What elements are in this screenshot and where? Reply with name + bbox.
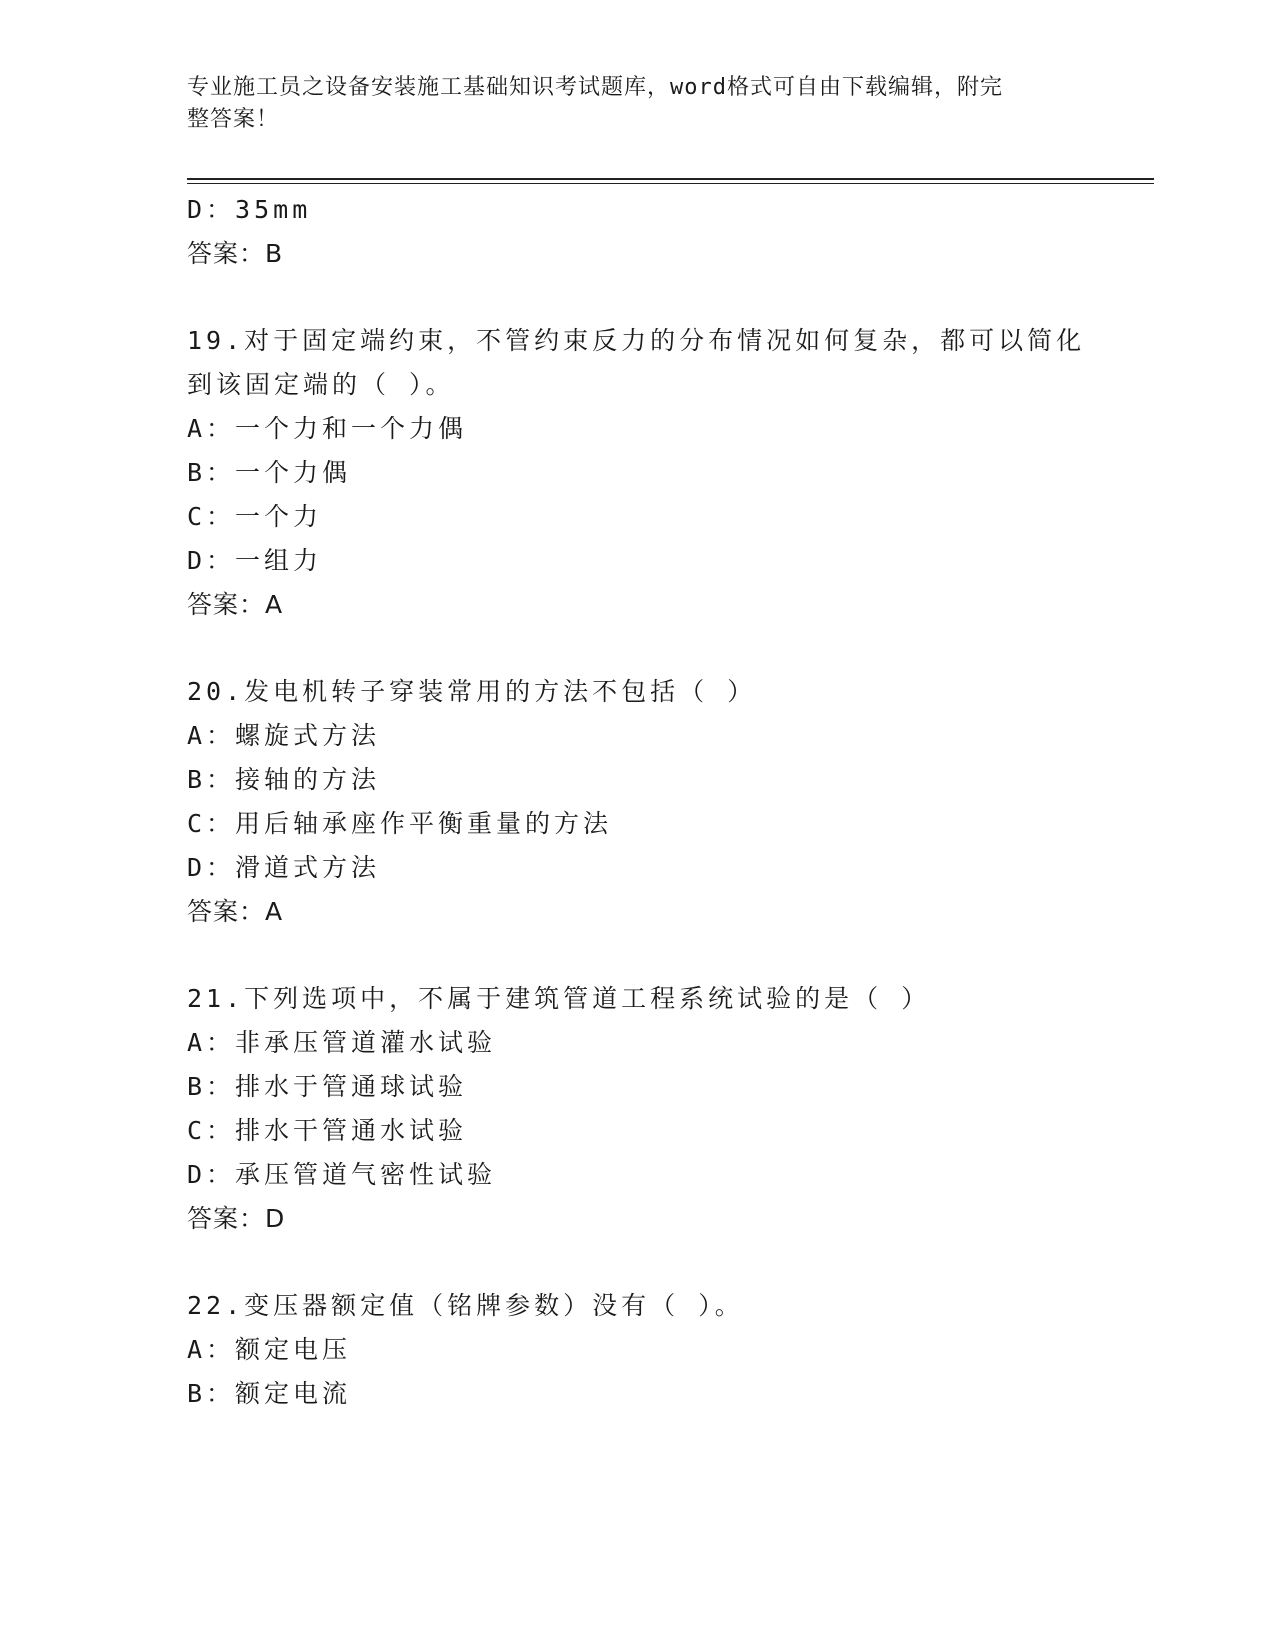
- q21-option-b: B：排水于管通球试验: [187, 1072, 468, 1101]
- q20-option-c: C：用后轴承座作平衡重量的方法: [187, 809, 613, 838]
- q20-option-a: A：螺旋式方法: [187, 721, 381, 750]
- q19-option-a: A：一个力和一个力偶: [187, 414, 468, 443]
- q19-stem-line-2: 到该固定端的（ ）。: [187, 370, 455, 399]
- header-line-2: 整答案！: [187, 107, 280, 132]
- q20-stem-line-1: 20.发电机转子穿装常用的方法不包括（ ）: [187, 677, 757, 706]
- q21-option-a: A：非承压管道灌水试验: [187, 1028, 497, 1057]
- q21-answer: 答案：D: [187, 1204, 286, 1233]
- header-rule-thin: [187, 183, 1154, 184]
- q22-stem-line-1: 22.变压器额定值（铭牌参数）没有（ ）。: [187, 1291, 744, 1320]
- q20-option-d: D：滑道式方法: [187, 853, 381, 882]
- q19-option-d: D：一组力: [187, 546, 323, 575]
- header-rule-thick: [187, 178, 1154, 180]
- q19-answer: 答案：A: [187, 590, 284, 619]
- header-line-1: 专业施工员之设备安装施工基础知识考试题库，word格式可自由下载编辑，附完: [187, 75, 1003, 100]
- q21-stem-line-1: 21.下列选项中，不属于建筑管道工程系统试验的是（ ）: [187, 984, 931, 1013]
- q20-answer: 答案：A: [187, 897, 284, 926]
- q20-option-b: B：接轴的方法: [187, 765, 381, 794]
- q21-option-c: C：排水干管通水试验: [187, 1116, 468, 1145]
- q19-option-c: C：一个力: [187, 502, 323, 531]
- q19-stem-line-1: 19.对于固定端约束，不管约束反力的分布情况如何复杂，都可以简化: [187, 326, 1086, 355]
- q22-option-b: B：额定电流: [187, 1379, 352, 1408]
- q19-option-b: B：一个力偶: [187, 458, 352, 487]
- prev-answer: 答案：B: [187, 239, 284, 268]
- document-header: [187, 72, 1087, 136]
- q22-option-a: A：额定电压: [187, 1335, 352, 1364]
- prev-option-d: D：35mm: [187, 195, 312, 224]
- q21-option-d: D：承压管道气密性试验: [187, 1160, 497, 1189]
